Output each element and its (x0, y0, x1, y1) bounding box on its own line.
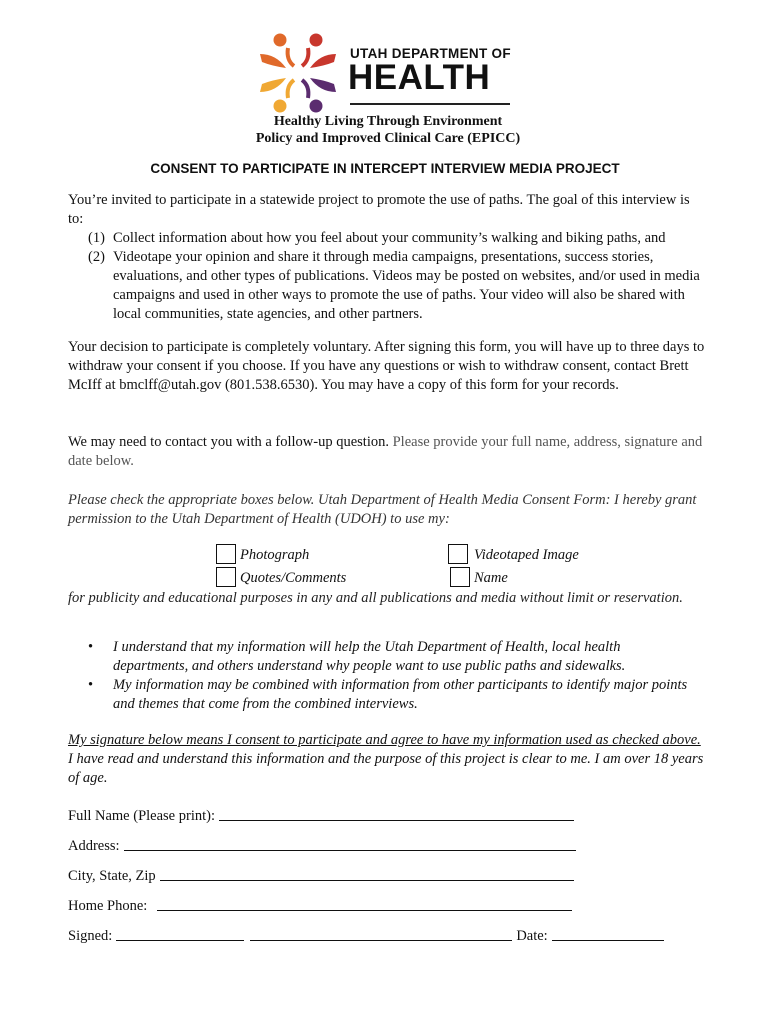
quotes-comments-label: Quotes/Comments (240, 570, 347, 586)
address-input-line[interactable] (124, 837, 576, 851)
bullet-item-2 (88, 676, 688, 714)
videotaped-image-label: Videotaped Image (474, 547, 579, 563)
home-phone-label: Home Phone: (68, 898, 148, 914)
photograph-checkbox[interactable] (216, 544, 236, 564)
bullet-dot-icon: • (88, 639, 94, 655)
home-phone-input-line[interactable] (157, 897, 572, 911)
signature-input-line-2[interactable] (250, 927, 512, 941)
home-phone-field (68, 897, 572, 916)
goal-item-text: Collect information about how you feel about your community’s walking and biking paths, and (113, 230, 666, 246)
signature-consent-underlined: My signature below means I consent to participate and agree to have my information used as checked above. (68, 732, 701, 748)
intro-paragraph: You’re invited to participate in a statewide project to promote the use of paths. The goal of this interview is to: (68, 192, 690, 227)
address-field (68, 837, 576, 856)
goal-item-number: (1) (88, 230, 105, 246)
address-label: Address: (68, 838, 120, 854)
date-input-line[interactable] (552, 927, 664, 941)
name-checkbox[interactable] (450, 567, 470, 587)
full-name-input-line[interactable] (219, 807, 574, 821)
publicity-statement: for publicity and educational purposes in any and all publications and media without limit or reservation. (68, 590, 683, 606)
logo-subtitle-2: Policy and Improved Clinical Care (EPICC) (255, 131, 521, 146)
photograph-label: Photograph (240, 547, 310, 563)
bullet-text: My information may be combined with information from other participants to identify major points and themes that come from the combined interviews. (113, 677, 688, 712)
goal-item-number: (2) (88, 249, 105, 265)
name-label: Name (474, 570, 508, 586)
signature-statement (68, 731, 708, 788)
goal-item-2 (88, 248, 700, 324)
city-state-zip-field (68, 867, 574, 886)
goal-item-text: Videotape your opinion and share it through media campaigns, presentations, success stories, evaluations, and other types of publications. Videos may be posted on websites, and/or used in media campaigns and used in other ways to promote the use of paths. Your video will also be shared with local communities, state agencies, and other partners. (113, 249, 700, 322)
check-instructions: Please check the appropriate boxes below. Utah Department of Health Media Consent Form: I hereby grant permission to the Utah Department of Health (UDOH) to use my: (68, 492, 697, 527)
voluntary-paragraph: Your decision to participate is completely voluntary. After signing this form, you will have up to three days to withdraw your consent if you choose. If you have any questions or wish to withdraw consent, contact Brett McIff at bmclff@utah.gov (801.538.6530). You may have a copy of this form for your records. (68, 339, 705, 393)
followup-text: We may need to contact you with a follow-up question. (68, 434, 393, 450)
signed-label: Signed: (68, 928, 113, 944)
people-circle-logo-icon (258, 32, 338, 114)
bullet-item-1 (88, 638, 688, 676)
bullet-text: I understand that my information will help the Utah Department of Health, local health departments, and others understand why people want to use public paths and sidewalks. (113, 639, 626, 674)
full-name-field (68, 807, 574, 826)
logo-subtitle-1: Healthy Living Through Environment (273, 114, 503, 129)
followup-paragraph (68, 433, 708, 471)
full-name-label: Full Name (Please print): (68, 808, 215, 824)
signed-field (68, 927, 664, 946)
date-label: Date: (516, 928, 548, 944)
form-title: CONSENT TO PARTICIPATE IN INTERCEPT INTERVIEW MEDIA PROJECT (150, 161, 620, 176)
signature-input-line[interactable] (116, 927, 244, 941)
quotes-comments-checkbox[interactable] (216, 567, 236, 587)
goal-item-1 (88, 229, 700, 248)
logo-health-text: HEALTH (348, 58, 491, 97)
logo-divider (350, 103, 510, 105)
city-state-zip-input-line[interactable] (160, 867, 574, 881)
city-state-zip-label: City, State, Zip (68, 868, 156, 884)
followup-request-text: Please provide your full name, address, signature and date below. (68, 434, 703, 469)
bullet-dot-icon: • (88, 677, 94, 693)
logo-department-text: UTAH DEPARTMENT OF (350, 46, 511, 61)
signature-statement-rest: I have read and understand this information and the purpose of this project is clear to me. I am over 18 years of age. (68, 751, 704, 786)
udoh-logo (255, 30, 521, 148)
videotaped-image-checkbox[interactable] (448, 544, 468, 564)
